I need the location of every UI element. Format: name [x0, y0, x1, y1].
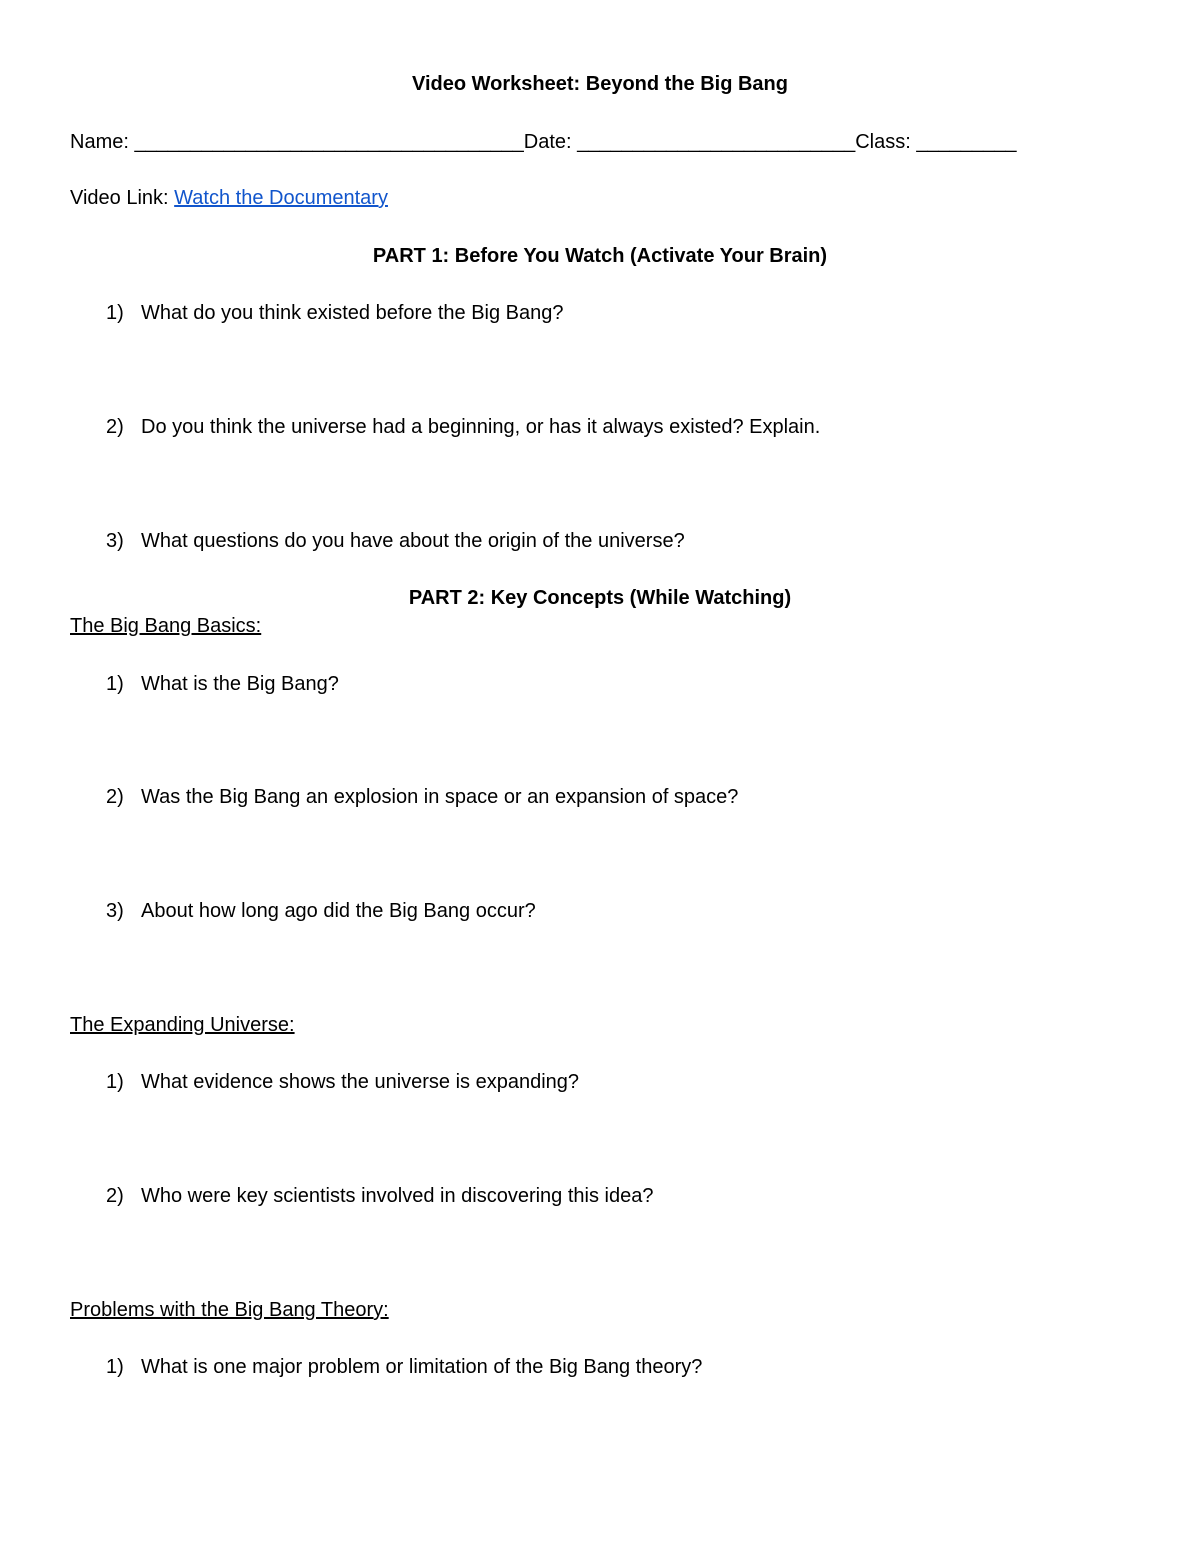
question-number: 3) — [106, 530, 124, 552]
question-number: 1) — [106, 673, 124, 695]
question-text: What do you think existed before the Big Bang? — [141, 302, 564, 324]
video-link-line — [70, 188, 388, 208]
question-number: 3) — [106, 900, 124, 922]
section-title-big-bang-basics: The Big Bang Basics: — [70, 615, 262, 637]
question-text: What is one major problem or limitation of the Big Bang theory? — [141, 1356, 703, 1378]
question-item — [106, 787, 738, 807]
class-label: Class: — [855, 131, 917, 153]
section-title-expanding-universe: The Expanding Universe: — [70, 1014, 295, 1036]
question-item — [106, 901, 536, 921]
part1-heading: PART 1: Before You Watch (Activate Your Brain) — [372, 245, 828, 267]
date-field[interactable]: _________________________ — [577, 131, 856, 153]
question-item — [106, 1072, 579, 1092]
question-text: About how long ago did the Big Bang occur? — [141, 900, 536, 922]
question-number: 1) — [106, 302, 124, 324]
question-text: Who were key scientists involved in discovering this idea? — [141, 1185, 654, 1207]
question-number: 1) — [106, 1071, 124, 1093]
question-text: What is the Big Bang? — [141, 673, 339, 695]
date-label: Date: — [523, 131, 578, 153]
question-text: Was the Big Bang an explosion in space or an expansion of space? — [141, 786, 739, 808]
question-number: 2) — [106, 1185, 124, 1207]
section-title-problems: Problems with the Big Bang Theory: — [70, 1299, 389, 1321]
student-info-line — [70, 132, 1016, 152]
question-item — [106, 417, 820, 437]
question-item — [106, 674, 339, 694]
question-number: 1) — [106, 1356, 124, 1378]
question-number: 2) — [106, 786, 124, 808]
name-label: Name: — [70, 131, 135, 153]
page-title: Video Worksheet: Beyond the Big Bang — [412, 73, 788, 95]
question-item — [106, 1357, 702, 1377]
video-link-label: Video Link: — [70, 187, 175, 209]
part2-heading: PART 2: Key Concepts (While Watching) — [408, 587, 792, 609]
question-item — [106, 531, 685, 551]
question-text: What evidence shows the universe is expanding? — [141, 1071, 580, 1093]
question-text: Do you think the universe had a beginning, or has it always existed? Explain. — [141, 416, 821, 438]
documentary-link[interactable]: Watch the Documentary — [174, 187, 388, 209]
name-field[interactable]: ___________________________________ — [134, 131, 524, 153]
question-item — [106, 1186, 653, 1206]
class-field[interactable]: _________ — [916, 131, 1017, 153]
question-number: 2) — [106, 416, 124, 438]
question-item — [106, 303, 564, 323]
question-text: What questions do you have about the origin of the universe? — [141, 530, 685, 552]
